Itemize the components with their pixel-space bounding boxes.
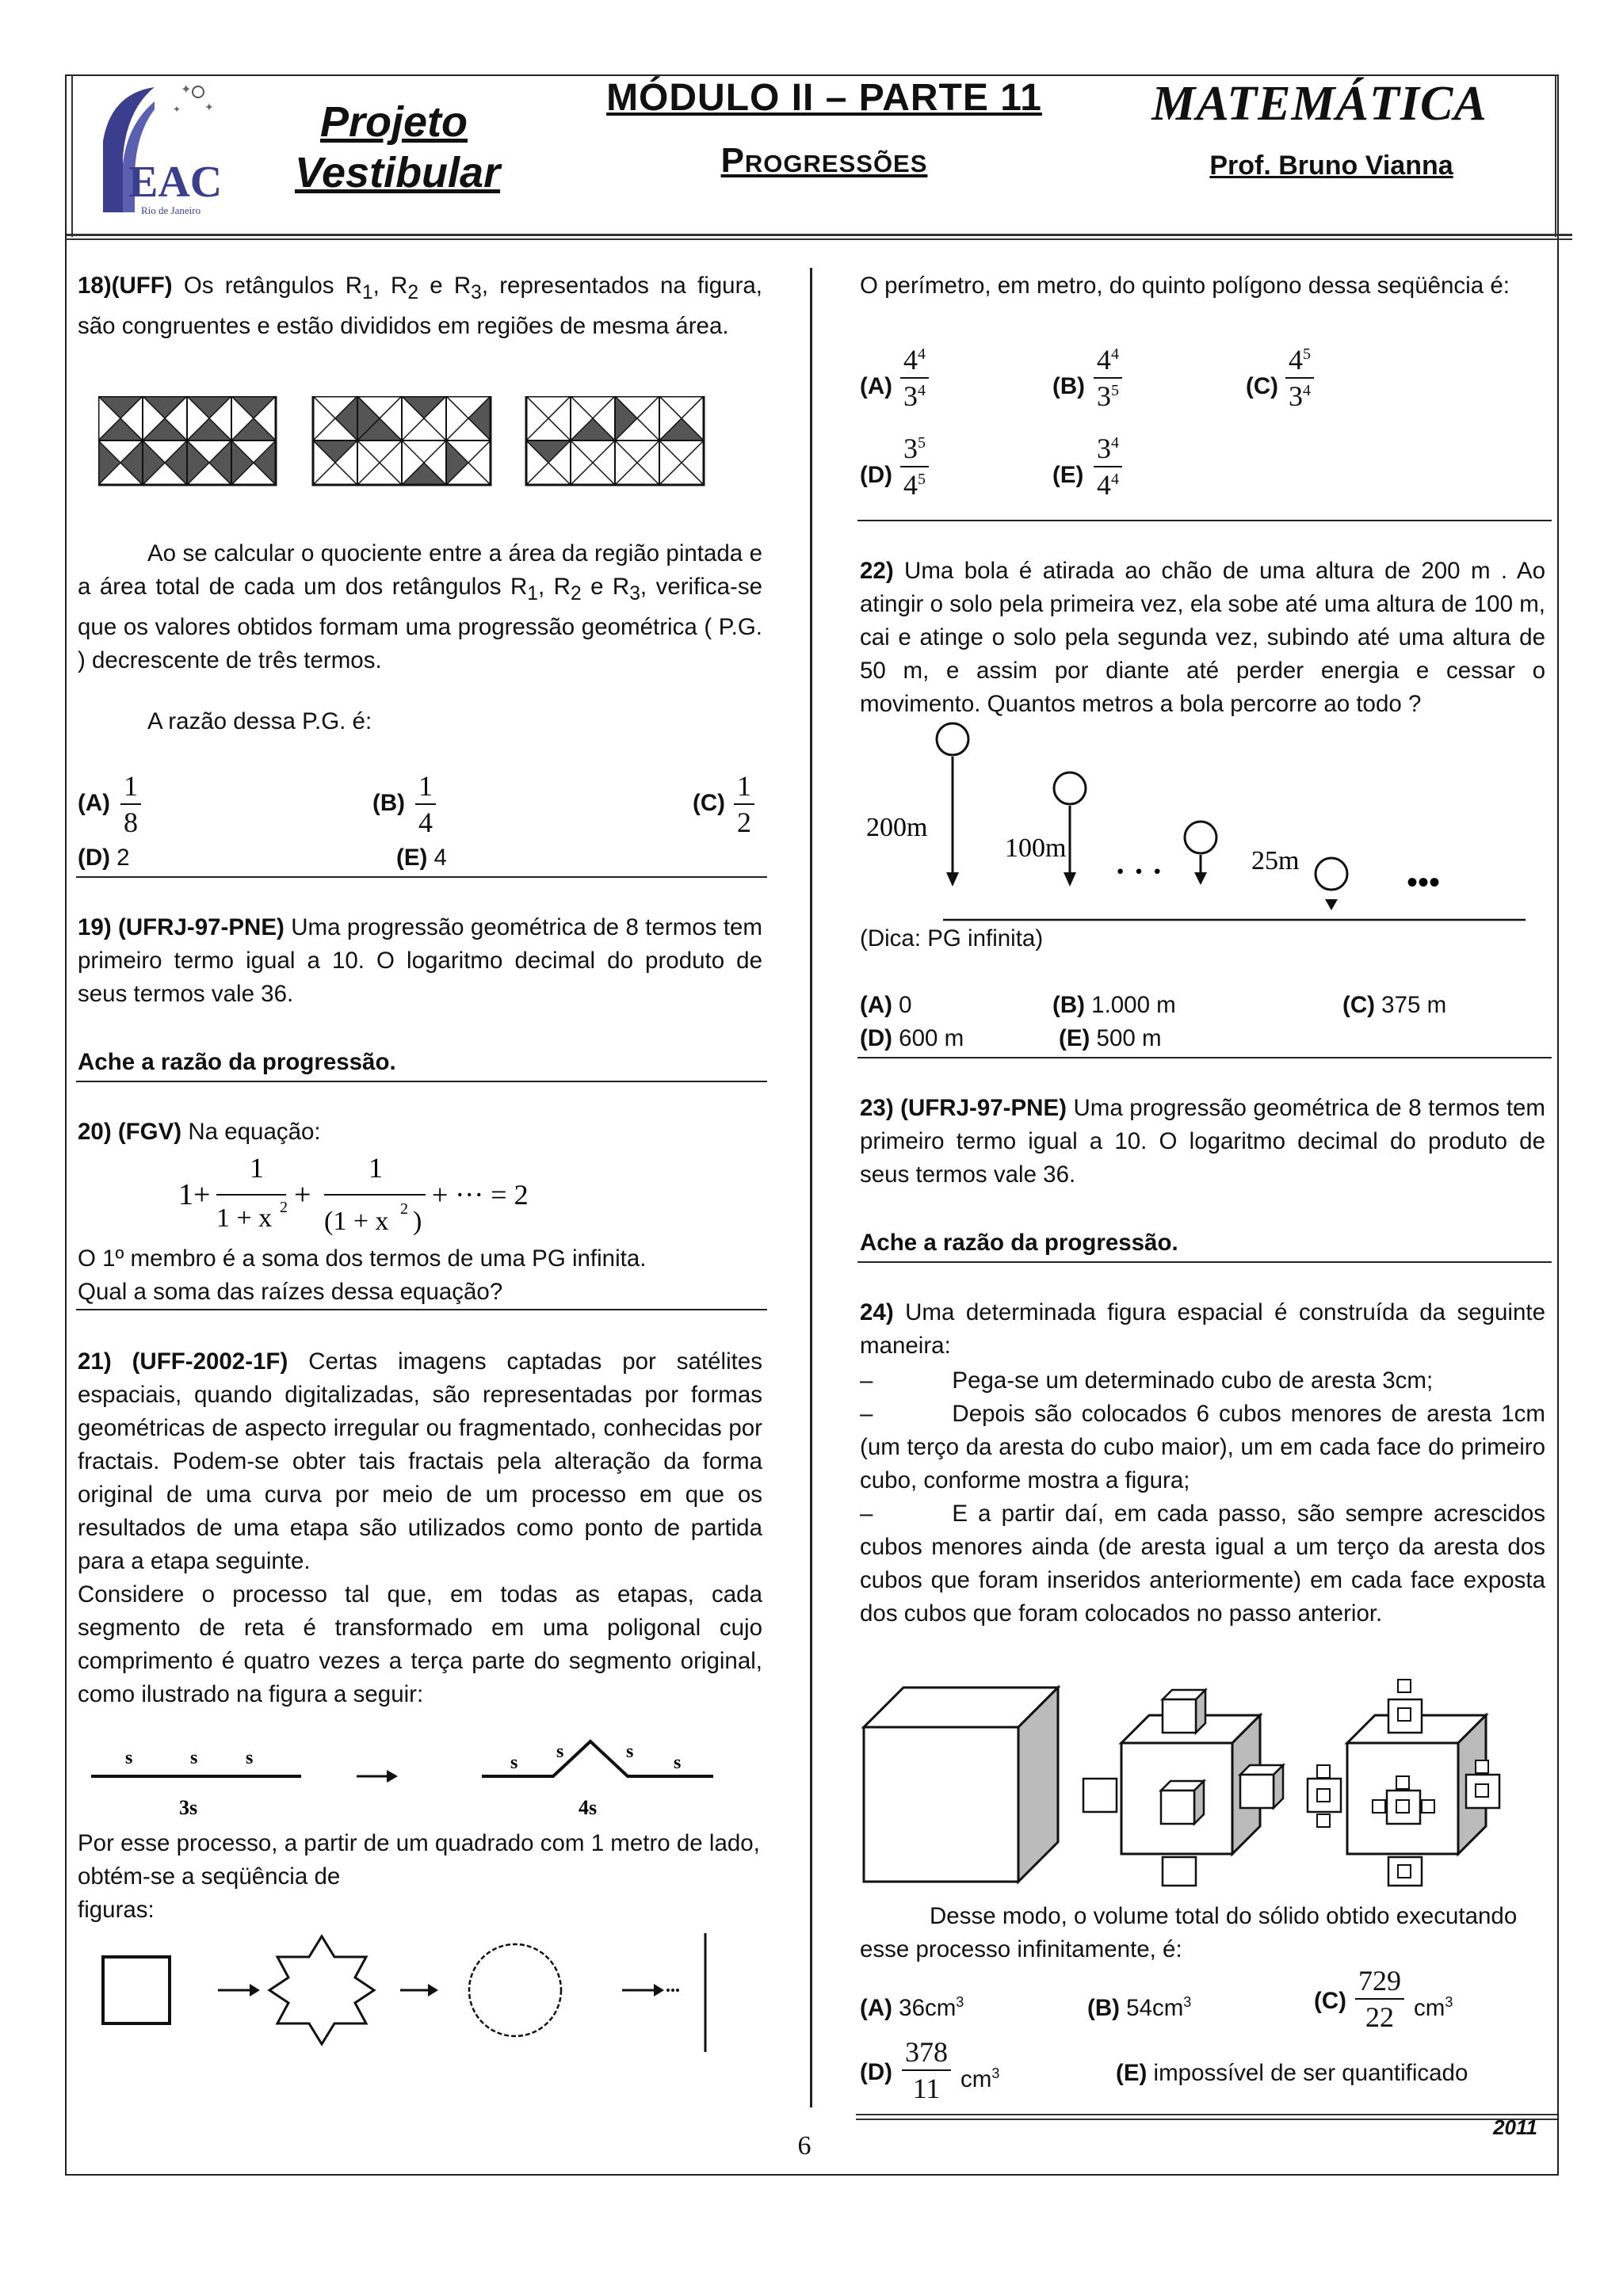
q21-number: 21) (UFF-2002-1F) [78, 1348, 288, 1375]
q19-number: 19) (UFRJ-97-PNE) [78, 914, 285, 940]
shaded-triangle [143, 396, 187, 418]
q18-d-value: 2 [116, 845, 130, 871]
q18-stem-b: , R [372, 273, 408, 299]
q18-option-e [396, 841, 447, 875]
q21-b-den: 3 [1097, 380, 1111, 412]
q21-b-den-exp: 5 [1111, 382, 1119, 399]
q24-b-exp: 3 [1183, 1994, 1192, 2010]
q22-a-value: 0 [899, 992, 912, 1018]
header-separator-second [67, 238, 1572, 240]
q20-line1: O 1º membro é a soma dos termos de uma PG infinita. [78, 1245, 647, 1272]
q18-para-a: Ao se calcular o quociente entre a área da região pintada e a área total de cada um dos retângulos R [78, 540, 762, 600]
q21-b-num: 4 [1097, 344, 1111, 376]
q24-option-d-unit [960, 2057, 999, 2096]
q20-stem [78, 1116, 762, 1149]
q24-item-1 [860, 1364, 1545, 1398]
q21-stem2: Considere o processo tal que, em todas as etapas, cada segmento de reta é transformado em uma poligonal cujo comprimento é quatro vezes a terça parte do segmento original, como ilustrado na figura a seguir: [78, 1581, 762, 1707]
eq-lead: 1+ [178, 1178, 211, 1211]
svg-text:✦: ✦ [173, 104, 181, 115]
q18-stem [78, 269, 762, 343]
q24-item-2 [860, 1398, 1545, 1497]
q22-number: 22) [860, 558, 894, 584]
q24-d-num: 378 [905, 2036, 948, 2068]
shaded-triangle [187, 418, 231, 441]
shaded-triangle [402, 396, 446, 418]
q18-stem-a: Os retângulos R [183, 273, 362, 299]
q22-d-label: (D) [860, 1025, 892, 1051]
q21-option-e-label: (E) [1052, 462, 1084, 488]
shaded-triangle [231, 396, 276, 418]
q18-para-sub2: 2 [570, 582, 582, 605]
q18-option-c-label: (C) [693, 790, 725, 816]
q23-number: 23) (UFRJ-97-PNE) [860, 1095, 1067, 1121]
q24-d-unit: cm [960, 2065, 992, 2092]
eq-num2: 1 [369, 1152, 383, 1184]
q24-option-c-unit [1414, 1985, 1453, 2025]
q18-e-label: (E) [396, 845, 428, 871]
footer-rule-second [856, 2119, 1557, 2120]
page-number: 6 [797, 2131, 812, 2161]
q22-a-label: (A) [860, 992, 892, 1018]
svg-text:✦: ✦ [204, 102, 214, 114]
q24-option-a [860, 1985, 964, 2025]
q20-text: Na equação: [188, 1119, 321, 1145]
q21-e-num-exp: 4 [1111, 434, 1119, 452]
eq-close: ) [413, 1207, 422, 1236]
q24-c-num: 729 [1358, 1965, 1401, 1997]
q21-option-d-label: (D) [860, 462, 892, 488]
q24-option-c-label: (C) [1314, 1988, 1346, 2014]
header-separator [67, 234, 1572, 236]
q23-stem [860, 1092, 1545, 1192]
q21-segment-figure [87, 1735, 721, 1822]
q21-a-num: 4 [903, 344, 918, 376]
q18-stem-d: , representados na figura, são congruentes e estão divididos em regiões de mesma área. [78, 273, 763, 339]
q22-option-e [1059, 1022, 1162, 1055]
seg-label-2: s [190, 1748, 198, 1768]
q20-separator [76, 1309, 767, 1310]
q18-option-a-fraction [120, 770, 141, 838]
q21-after [78, 1827, 762, 1927]
q22-c-value: 375 m [1381, 992, 1447, 1018]
shaded-triangle [254, 441, 276, 485]
shaded-triangle [571, 418, 615, 441]
q24-after: Desse modo, o volume total do sólido obtido executando esse processo infinitamente, é: [860, 1903, 1518, 1962]
ellipsis-1: · · · [1115, 853, 1163, 889]
q18-para-b: , R [537, 574, 571, 600]
q22-stem [860, 555, 1545, 721]
q21-c-num: 4 [1289, 344, 1303, 376]
q22-e-value: 500 m [1096, 1025, 1162, 1051]
rectangle-r3 [526, 396, 704, 485]
koch-total-4s: 4s [579, 1796, 598, 1819]
rectangle-r2 [313, 396, 491, 485]
q21-b-num-exp: 4 [1111, 345, 1119, 363]
eac-logo [79, 78, 246, 220]
q24-dash-3: – [860, 1501, 873, 1527]
cube-step-2 [1308, 1680, 1499, 1886]
q21-stem [78, 1345, 762, 1578]
height-200-label: 200m [866, 813, 928, 842]
q22-b-label: (B) [1052, 992, 1085, 1018]
q22-bouncing-ball-figure [860, 717, 1549, 923]
subject-title: MATEMÁTICA [1151, 77, 1487, 131]
q18-e-value: 4 [433, 845, 447, 871]
q23-separator [857, 1261, 1552, 1263]
eq-exp2: 2 [400, 1200, 408, 1218]
q22-option-d [860, 1022, 964, 1055]
q18-para-d: , verifica-se que os valores obtidos formam uma progressão geométrica ( P.G. ) decrescente de três termos. [78, 574, 762, 673]
q21-e-den-exp: 4 [1111, 471, 1119, 488]
shaded-triangle [446, 441, 468, 485]
q21-c-num-exp: 5 [1303, 345, 1311, 363]
seg-label-3: s [246, 1748, 254, 1768]
q21-c-den-exp: 4 [1303, 382, 1311, 399]
q23-text: Uma progressão geométrica de 8 termos tem primeiro termo igual a 10. O logaritmo decimal do produto de seus termos vale 36. [860, 1095, 1545, 1188]
height-25-label: 25m [1251, 846, 1300, 875]
projeto-vestibular-title [295, 97, 501, 198]
q22-option-b [1052, 989, 1176, 1022]
q21-after-b: figuras: [78, 1897, 155, 1923]
header-right-rule [1555, 74, 1556, 237]
q18-separator [76, 876, 767, 878]
q21-text: Certas imagens captadas por satélites espaciais, quando digitalizadas, são representadas por formas geométricas de aspecto irregular ou fragmentado, conhecidas por fractais. Podem-se obter tais fractais pela alteração da forma original de uma curva por meio de um processo em que os resultados de uma etapa são utilizados como ponto de partida para a etapa seguinte. [78, 1348, 762, 1574]
q24-cubes-figure [860, 1656, 1549, 1894]
q18-question: A razão dessa P.G. é: [147, 708, 372, 734]
seg-label-1: s [125, 1748, 133, 1768]
logo-subtext: Rio de Janeiro [141, 204, 201, 216]
footer-rule [856, 2114, 1557, 2115]
koch-label-2: s [556, 1741, 564, 1762]
module-title: MÓDULO II – PARTE 11 [606, 77, 1042, 119]
q24-option-c-fraction [1355, 1965, 1404, 2033]
q24-c-unit: cm [1414, 1994, 1445, 2021]
q18-option-b-label: (B) [372, 790, 405, 816]
q21-a-den-exp: 4 [918, 382, 926, 399]
q18-stem-c: e R [418, 273, 472, 299]
shaded-triangle [313, 441, 357, 463]
q21-d-num: 3 [903, 433, 918, 464]
q21-e-num: 3 [1097, 433, 1111, 464]
shaded-triangle [143, 418, 187, 441]
q24-a-value: 36cm [899, 1994, 957, 2021]
q18-para-sub3: 3 [629, 582, 640, 605]
q22-option-c [1342, 989, 1446, 1022]
eq-plus: + [294, 1178, 311, 1211]
shaded-triangle [335, 396, 357, 441]
q24-stem [860, 1296, 1545, 1363]
q18-number: 18)(UFF) [78, 273, 173, 299]
shaded-triangle [402, 463, 446, 485]
q21-c-den: 3 [1289, 380, 1303, 412]
shaded-triangle [98, 441, 120, 485]
q24-option-d-label: (D) [860, 2059, 892, 2085]
q22-separator [857, 1057, 1552, 1058]
q21-option-b-label: (B) [1052, 373, 1085, 399]
q24-a-exp: 3 [956, 1994, 964, 2010]
q21-option-b-fraction [1094, 344, 1122, 412]
shaded-triangle [468, 396, 491, 441]
q24-text: Uma determinada figura espacial é construída da seguinte maneira: [860, 1299, 1545, 1359]
q19-stem [78, 911, 762, 1011]
professor-name: Prof. Bruno Vianna [1209, 151, 1453, 181]
q24-item-3-text: E a partir daí, em cada passo, são sempre acrescidos cubos menores ainda (de aresta igual a um terço da aresta dos cubos que foram inseridos anteriormente) em cada face exposta dos cubos que foram colocados no passo anterior. [860, 1501, 1545, 1627]
q19-ask: Ache a razão da progressão. [78, 1049, 396, 1075]
shaded-triangle [209, 441, 231, 485]
q18-c-den: 2 [734, 803, 754, 838]
q21-after-a: Por esse processo, a partir de um quadrado com 1 metro de lado, obtém-se a seqüência de [78, 1830, 760, 1890]
koch-label-4: s [674, 1753, 682, 1773]
q22-b-value: 1.000 m [1091, 992, 1176, 1018]
seg-total-3s: 3s [179, 1796, 198, 1819]
q23-ask: Ache a razão da progressão. [860, 1230, 1178, 1256]
q19-separator [76, 1081, 767, 1082]
q21-separator [857, 520, 1552, 521]
column-divider [810, 268, 812, 2107]
shaded-triangle [526, 441, 571, 463]
shaded-triangle [615, 396, 637, 441]
q24-item-1-text: Pega-se um determinado cubo de aresta 3cm; [952, 1367, 1434, 1394]
q24-dash-1: – [860, 1367, 873, 1394]
cube-step-0 [864, 1688, 1058, 1882]
logo-text: EAC [128, 158, 223, 207]
q21-d-den: 4 [903, 469, 918, 501]
svg-text:✦: ✦ [181, 83, 192, 97]
q18-b-den: 4 [415, 803, 436, 838]
q18-b-num: 1 [418, 770, 433, 802]
q18-c-num: 1 [737, 770, 751, 802]
shaded-triangle [659, 418, 704, 441]
q18-option-c-fraction [734, 770, 754, 838]
q18-a-num: 1 [124, 770, 138, 802]
q24-number: 24) [860, 1299, 894, 1325]
q18-option-a-label: (A) [78, 790, 110, 816]
shaded-triangle [187, 441, 209, 485]
q18-para-sub1: 1 [527, 582, 538, 605]
q22-e-label: (E) [1059, 1025, 1090, 1051]
koch-label-3: s [626, 1741, 634, 1762]
q24-d-exp: 3 [991, 2065, 1000, 2081]
q18-paragraph [78, 537, 762, 677]
q21-option-a-label: (A) [860, 373, 892, 399]
eq-den2: (1 + x [324, 1207, 389, 1236]
q18-d-label: (D) [78, 845, 110, 871]
q22-c-label: (C) [1342, 992, 1375, 1018]
q22-hint: (Dica: PG infinita) [860, 925, 1044, 952]
q24-item-2-text: Depois são colocados 6 cubos menores de aresta 1cm (um terço da aresta do cubo maior), um em cada face do primeiro cubo, conforme mostra a figura; [860, 1401, 1545, 1493]
q21-fractal-sequence-figure [95, 1933, 729, 2060]
q21-d-num-exp: 5 [918, 434, 926, 452]
q24-e-value: impossível de ser quantificado [1153, 2060, 1468, 2086]
footer-year: 2011 [1493, 2115, 1537, 2139]
q24-option-e [1116, 2057, 1468, 2090]
shaded-triangle [165, 441, 187, 485]
q22-d-value: 600 m [899, 1025, 964, 1051]
q18-rectangles-figure [98, 396, 713, 491]
q21-e-den: 4 [1097, 469, 1111, 501]
q21-option-a-fraction [900, 344, 929, 412]
shaded-triangle [231, 441, 254, 485]
eq-exp1: 2 [280, 1199, 288, 1216]
q24-item-3 [860, 1497, 1545, 1630]
q21-a-den: 3 [903, 380, 918, 412]
rectangle-r1 [98, 396, 276, 485]
shaded-triangle [187, 396, 231, 418]
shaded-triangle [98, 396, 143, 418]
eq-num1: 1 [250, 1152, 264, 1184]
q24-e-label: (E) [1116, 2060, 1148, 2086]
shaded-triangle [98, 418, 143, 441]
q24-b-label: (B) [1087, 1994, 1120, 2021]
q21-option-e-fraction [1094, 433, 1122, 501]
q24-c-exp: 3 [1445, 1994, 1453, 2010]
q19-text: Uma progressão geométrica de 8 termos tem primeiro termo igual a 10. O logaritmo decimal do produto de seus termos vale 36. [78, 914, 762, 1007]
q20-equation [170, 1150, 551, 1242]
q18-sub3: 3 [471, 281, 482, 303]
q20-line2: Qual a soma das raízes dessa equação? [78, 1279, 503, 1305]
q24-c-den: 22 [1355, 1998, 1404, 2033]
q18-option-b-fraction [415, 770, 436, 838]
projeto-line1: Projeto [319, 98, 468, 146]
eq-tail: + ··· = 2 [432, 1179, 529, 1211]
shaded-triangle [120, 441, 143, 485]
q24-option-b [1087, 1985, 1191, 2025]
cube-step-1 [1083, 1690, 1283, 1886]
koch-label-1: s [510, 1753, 518, 1773]
q21-a-num-exp: 4 [918, 345, 926, 363]
height-100-label: 100m [1005, 833, 1067, 863]
q21-continuation-stem: O perímetro, em metro, do quinto polígono dessa seqüência é: [860, 273, 1510, 299]
q18-option-d [78, 841, 130, 875]
q21-d-den-exp: 5 [918, 471, 926, 488]
q21-option-d-fraction [900, 433, 929, 501]
q18-a-den: 8 [120, 803, 141, 838]
q24-dash-2: – [860, 1401, 873, 1427]
q18-para-c: e R [581, 574, 630, 600]
ellipsis-2: ••• [1407, 864, 1441, 900]
q21-option-c-fraction [1285, 344, 1314, 412]
q24-option-d-fraction [902, 2036, 951, 2104]
q21-option-c-label: (C) [1246, 373, 1278, 399]
header-left-rule [71, 74, 73, 237]
q24-b-value: 54cm [1126, 1994, 1184, 2021]
topic-title: Progressões [720, 141, 928, 180]
q18-sub1: 1 [362, 281, 373, 303]
q24-d-den: 11 [902, 2069, 951, 2104]
shaded-triangle [143, 441, 165, 485]
q22-option-a [860, 989, 912, 1022]
shaded-triangle [231, 418, 276, 441]
q22-text: Uma bola é atirada ao chão de uma altura de 200 m . Ao atingir o solo pela primeira vez, ela sobe até uma altura de 100 m, cai e atinge o solo pela segunda vez, subindo até uma altura de 50 m, e assim por diante até perder energia e cessar o movimento. Quantos metros a bola percorre ao todo ? [860, 558, 1545, 717]
eq-den1: 1 + x [216, 1203, 273, 1233]
projeto-line2: Vestibular [295, 149, 501, 196]
q20-number: 20) (FGV) [78, 1119, 182, 1145]
q24-a-label: (A) [860, 1994, 892, 2021]
q18-sub2: 2 [407, 281, 419, 303]
